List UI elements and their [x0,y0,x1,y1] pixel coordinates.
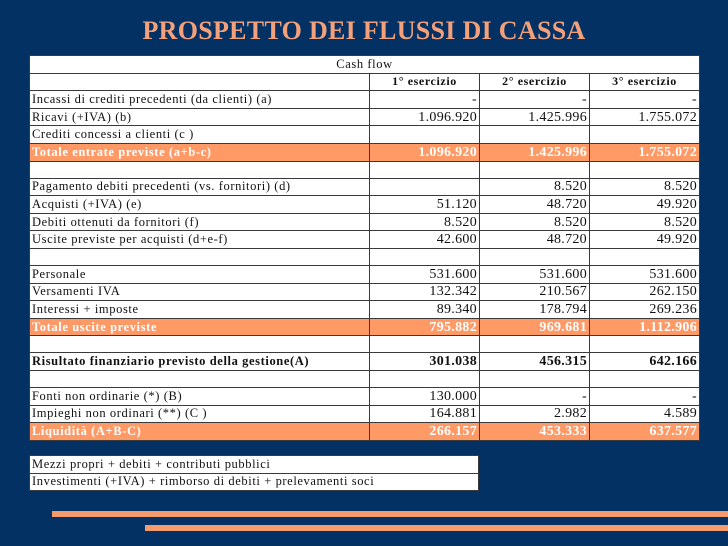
cell-value: 8.520 [480,178,590,196]
table-row [30,318,700,336]
cell-value: 1.755.072 [590,108,700,126]
cell-value: 49.920 [590,231,700,249]
row-label: Versamenti IVA [30,283,370,301]
table-row [30,353,700,371]
table-row [30,126,700,144]
spacer-row [30,370,700,387]
table-caption: Cash flow [30,56,700,74]
cell-value [370,126,480,144]
cell-value: - [590,91,700,109]
table-row [30,196,700,214]
cell-value: 1.755.072 [590,143,700,161]
table-body [30,91,700,441]
table-row [30,423,700,441]
row-label: Pagamento debiti precedenti (vs. fornitori) (d) [30,178,370,196]
table-row [30,265,700,283]
row-label: Personale [30,265,370,283]
cell-value [370,248,480,265]
cell-value: 453.333 [480,423,590,441]
cell-value: 164.881 [370,405,480,423]
cell-value: 2.982 [480,405,590,423]
table-row [30,283,700,301]
cell-value: 266.157 [370,423,480,441]
caption-row [30,56,700,74]
cell-value [370,336,480,353]
footnotes-table [29,455,479,491]
row-label: Impieghi non ordinari (**) (C ) [30,405,370,423]
row-label [30,336,370,353]
cell-value: 51.120 [370,196,480,214]
cell-value [480,126,590,144]
row-label: Incassi di crediti precedenti (da clienti) (a) [30,91,370,109]
cell-value: 456.315 [480,353,590,371]
cell-value: - [370,91,480,109]
table-row [30,91,700,109]
row-label: Totale entrate previste (a+b-c) [30,143,370,161]
row-label: Debiti ottenuti da fornitori (f) [30,213,370,231]
cell-value: 637.577 [590,423,700,441]
table-row [30,178,700,196]
table-row [30,231,700,249]
table-row [30,301,700,319]
cell-value: 262.150 [590,283,700,301]
cell-value: 42.600 [370,231,480,249]
header-row [30,73,700,91]
spacer-row [30,161,700,178]
cell-value: 1.096.920 [370,108,480,126]
page-title: PROSPETTO DEI FLUSSI DI CASSA [142,16,586,45]
row-label: Liquidità (A+B-C) [30,423,370,441]
cell-value [370,178,480,196]
cell-value: 301.038 [370,353,480,371]
footnote-1: Mezzi propri + debiti + contributi pubblici [30,456,479,474]
row-label: Fonti non ordinarie (*) (B) [30,387,370,405]
cell-value: 269.236 [590,301,700,319]
spacer-row [30,336,700,353]
cell-value: - [480,91,590,109]
row-label [30,370,370,387]
cell-value: 8.520 [590,213,700,231]
cell-value: 49.920 [590,196,700,214]
row-label: Risultato finanziario previsto della gestione(A) [30,353,370,371]
table-row [30,108,700,126]
cell-value [370,370,480,387]
cell-value [480,336,590,353]
cell-value: 89.340 [370,301,480,319]
table-row [30,213,700,231]
cell-value [480,248,590,265]
cell-value: 969.681 [480,318,590,336]
cell-value [590,161,700,178]
row-label: Interessi + imposte [30,301,370,319]
cell-value: 178.794 [480,301,590,319]
table-row [30,143,700,161]
row-label: Crediti concessi a clienti (c ) [30,126,370,144]
cell-value [370,161,480,178]
cell-value: 210.567 [480,283,590,301]
decorative-bar [52,511,728,517]
cell-value: 4.589 [590,405,700,423]
row-label: Totale uscite previste [30,318,370,336]
cell-value: 1.112.906 [590,318,700,336]
cell-value: - [590,387,700,405]
footnote-row [30,456,479,474]
cell-value [480,161,590,178]
row-label: Uscite previste per acquisti (d+e-f) [30,231,370,249]
cell-value: 8.520 [370,213,480,231]
row-label [30,161,370,178]
cash-flow-table [29,55,699,441]
table-row [30,405,700,423]
table-row [30,387,700,405]
cell-value: 8.520 [480,213,590,231]
cell-value: 48.720 [480,196,590,214]
header-year-3: 3° esercizio [590,73,700,91]
cell-value [590,126,700,144]
cell-value [590,248,700,265]
cell-value: 531.600 [590,265,700,283]
cell-value [480,370,590,387]
header-year-1: 1° esercizio [370,73,480,91]
header-blank [30,73,370,91]
spacer-row [30,248,700,265]
cell-value: 1.096.920 [370,143,480,161]
row-label: Ricavi (+IVA) (b) [30,108,370,126]
cell-value: 48.720 [480,231,590,249]
cell-value: 531.600 [370,265,480,283]
header-year-2: 2° esercizio [480,73,590,91]
cell-value: 1.425.996 [480,143,590,161]
cell-value: - [480,387,590,405]
cell-value: 130.000 [370,387,480,405]
cell-value: 642.166 [590,353,700,371]
decorative-bar [145,525,728,531]
cell-value: 1.425.996 [480,108,590,126]
footnote-row [30,473,479,491]
cell-value [590,370,700,387]
cell-value: 795.882 [370,318,480,336]
row-label [30,248,370,265]
cell-value: 531.600 [480,265,590,283]
cell-value: 8.520 [590,178,700,196]
cell-value [590,336,700,353]
footnote-2: Investimenti (+IVA) + rimborso di debiti + prelevamenti soci [30,473,479,491]
row-label: Acquisti (+IVA) (e) [30,196,370,214]
cell-value: 132.342 [370,283,480,301]
